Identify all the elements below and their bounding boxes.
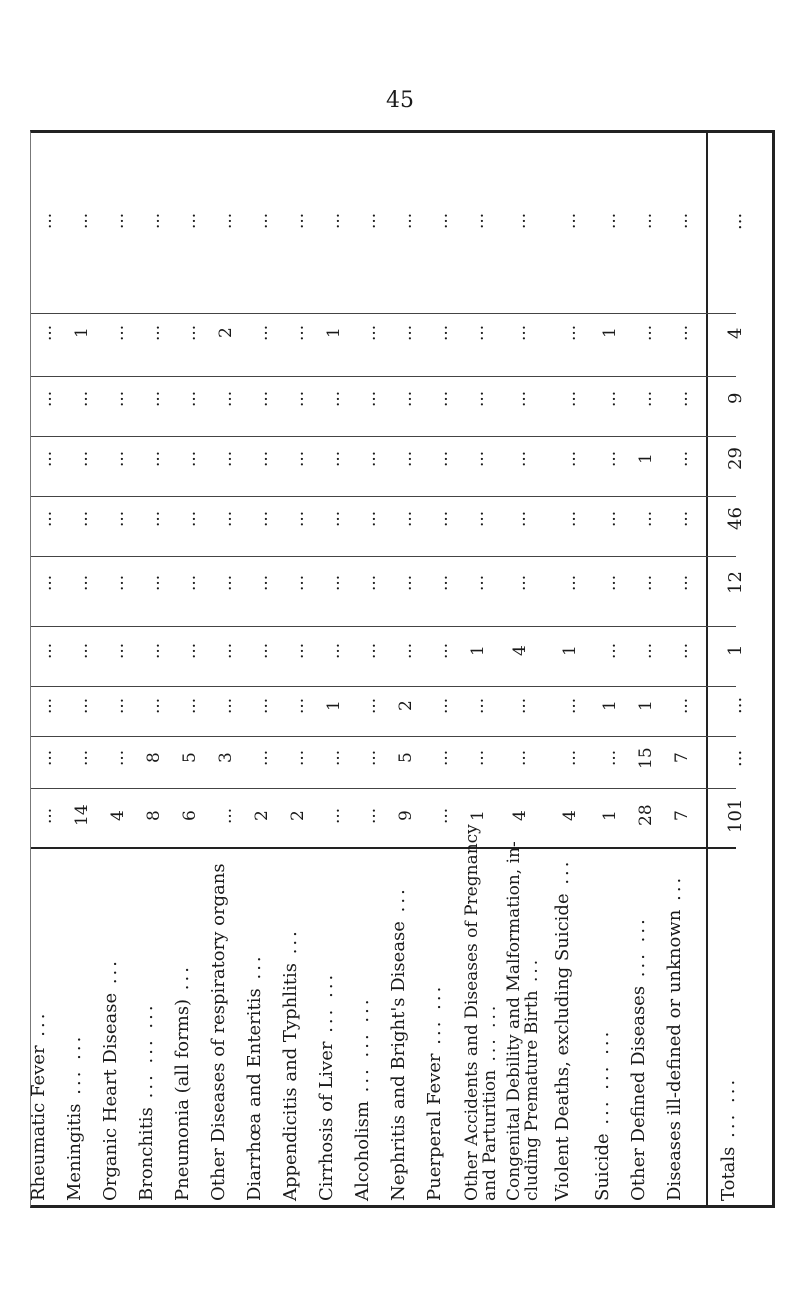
row-11-value-7: ... <box>396 642 416 659</box>
row-3-value-6: ... <box>108 574 128 592</box>
row-14-value-7: 4 <box>510 645 530 656</box>
row-1-value-9: ... <box>36 749 56 767</box>
row-12-label <box>424 851 459 1201</box>
row-16-label <box>592 851 627 1201</box>
row-10-value-2: ... <box>360 324 380 342</box>
row-15-value-7: 1 <box>560 645 580 656</box>
row-6-value-2: 2 <box>216 327 236 339</box>
row-4-value-8: ... <box>144 697 164 714</box>
row-3-value-10: 4 <box>108 810 128 821</box>
row-4-value-5: ... <box>144 510 164 527</box>
row-11-value-5: ... <box>396 510 416 527</box>
row-13-value-8: ... <box>468 697 488 714</box>
row-11-value-8: 2 <box>396 700 416 711</box>
row-2-value-8: ... <box>72 697 92 714</box>
row-8-value-3: ... <box>288 390 308 407</box>
row-12-value-3: ... <box>432 390 452 407</box>
row-14-value-10: 4 <box>510 810 530 821</box>
row-1-value-6: ... <box>36 574 56 592</box>
row-11-label <box>388 851 423 1201</box>
dot-leader: ... <box>280 928 301 964</box>
row-16-value-1: ... <box>600 212 620 230</box>
row-8-value-4: ... <box>288 450 308 467</box>
row-16-value-9: ... <box>600 749 620 767</box>
row-14-value-8: ... <box>510 697 530 714</box>
row-8-value-9: ... <box>288 749 308 767</box>
row-1-value-3: ... <box>36 390 56 407</box>
row-13-value-5: ... <box>468 510 488 527</box>
row-15-value-3: ... <box>560 390 580 407</box>
totals-divider <box>706 133 708 1205</box>
totals-value-7: 1 <box>725 644 746 657</box>
row-5-label <box>172 851 207 1201</box>
row-11-value-4: ... <box>396 450 416 467</box>
row-5-value-6: ... <box>180 574 200 592</box>
row-14-label <box>504 841 542 1201</box>
row-label-text-cont: cluding Premature Birth <box>522 990 542 1201</box>
dot-leader: ... <box>100 958 121 993</box>
row-17-value-9: 15 <box>636 747 656 769</box>
row-18-value-9: 7 <box>672 752 692 764</box>
row-label-text: Suicide <box>592 1133 613 1201</box>
row-1-label <box>28 851 63 1201</box>
row-5-value-4: ... <box>180 450 200 467</box>
totals-value-5: 46 <box>725 507 746 530</box>
row-3-value-8: ... <box>108 697 128 714</box>
row-11-value-3: ... <box>396 390 416 407</box>
dot-leader: ... ... ... <box>352 996 373 1102</box>
totals-value-8: ... <box>725 696 746 715</box>
row-label-text: Other Diseases of respiratory organs <box>208 863 229 1201</box>
row-15-value-8: ... <box>560 697 580 714</box>
row-13-value-6: ... <box>468 574 488 592</box>
row-7-value-1: ... <box>252 212 272 230</box>
row-12-value-8: ... <box>432 697 452 714</box>
dot-leader: ... <box>664 874 685 910</box>
row-3-value-3: ... <box>108 390 128 407</box>
row-label-text: Cirrhosis of Liver <box>316 1041 337 1201</box>
row-4-value-10: 8 <box>144 810 164 821</box>
row-6-value-8: ... <box>216 697 236 714</box>
row-label-text: Meningitis <box>64 1103 85 1201</box>
row-4-value-6: ... <box>144 574 164 592</box>
row-8-value-1: ... <box>288 212 308 230</box>
row-10-value-10: ... <box>360 807 380 824</box>
row-5-value-5: ... <box>180 510 200 527</box>
row-9-value-2: 1 <box>324 327 344 339</box>
row-10-value-3: ... <box>360 390 380 407</box>
row-3-value-5: ... <box>108 510 128 527</box>
row-6-value-5: ... <box>216 510 236 527</box>
row-5-value-9: 5 <box>180 752 200 764</box>
row-5-value-8: ... <box>180 697 200 714</box>
totals-value-6: 12 <box>725 571 746 595</box>
row-7-value-7: ... <box>252 642 272 659</box>
page-number: 45 <box>386 88 414 113</box>
row-9-value-6: ... <box>324 574 344 592</box>
row-label-text: Other Accidents and Diseases of Pregnancy <box>462 824 482 1201</box>
row-18-value-6: ... <box>672 574 692 592</box>
row-12-value-9: ... <box>432 749 452 767</box>
row-13-value-2: ... <box>468 324 488 342</box>
row-17-value-4: 1 <box>636 453 656 464</box>
row-17-value-2: ... <box>636 324 656 342</box>
row-8-value-6: ... <box>288 574 308 592</box>
row-5-value-2: ... <box>180 324 200 342</box>
row-5-value-7: ... <box>180 642 200 659</box>
row-6-value-10: ... <box>216 807 236 824</box>
row-1-value-1: ... <box>36 212 56 230</box>
row-label-text: Other Defined Diseases <box>628 985 649 1201</box>
row-7-value-2: ... <box>252 324 272 342</box>
row-9-value-4: ... <box>324 450 344 467</box>
row-12-value-6: ... <box>432 574 452 592</box>
row-14-value-3: ... <box>510 390 530 407</box>
row-4-label <box>136 851 171 1201</box>
row-17-value-1: ... <box>636 212 656 230</box>
row-7-value-9: ... <box>252 749 272 767</box>
row-label-text: Diarrhœa and Enteritis <box>244 988 265 1201</box>
totals-value-3: 9 <box>725 392 746 405</box>
row-3-value-9: ... <box>108 749 128 767</box>
row-label-text: Diseases ill-defined or unknown <box>664 909 685 1201</box>
row-3-value-2: ... <box>108 324 128 342</box>
row-9-value-5: ... <box>324 510 344 527</box>
row-6-value-4: ... <box>216 450 236 467</box>
row-17-label <box>628 851 663 1201</box>
row-15-value-5: ... <box>560 510 580 527</box>
row-label-text: Violent Deaths, excluding Suicide <box>552 893 573 1201</box>
row-6-value-1: ... <box>216 212 236 230</box>
row-1-value-4: ... <box>36 450 56 467</box>
row-label-text: Alcoholism <box>352 1101 373 1201</box>
row-4-value-1: ... <box>144 212 164 230</box>
row-7-value-8: ... <box>252 697 272 714</box>
row-label-text: Nephritis and Bright's Disease <box>388 921 409 1201</box>
dot-leader: ... ... ... <box>592 1028 613 1134</box>
row-9-label <box>316 851 351 1201</box>
row-label-text: Totals <box>718 1146 739 1201</box>
row-17-value-5: ... <box>636 510 656 527</box>
mortality-table <box>30 130 775 1208</box>
row-17-value-10: 28 <box>636 804 656 827</box>
dot-leader: ... <box>244 953 265 989</box>
row-16-value-6: ... <box>600 574 620 592</box>
row-16-value-5: ... <box>600 510 620 527</box>
totals-value-10: 101 <box>725 798 746 833</box>
row-4-value-9: 8 <box>144 752 164 764</box>
row-8-label <box>280 851 315 1201</box>
row-9-value-1: ... <box>324 212 344 230</box>
row-16-value-2: 1 <box>600 327 620 339</box>
row-10-value-5: ... <box>360 510 380 527</box>
row-2-label <box>64 851 99 1201</box>
row-12-value-5: ... <box>432 510 452 527</box>
row-3-value-7: ... <box>108 642 128 659</box>
row-9-value-8: 1 <box>324 700 344 711</box>
row-11-value-6: ... <box>396 574 416 592</box>
totals-value-1: ... <box>725 212 746 230</box>
row-5-value-1: ... <box>180 212 200 230</box>
column-rule <box>31 847 736 849</box>
row-14-value-9: ... <box>510 749 530 767</box>
row-label-text: Appendicitis and Typhlitis <box>280 963 301 1201</box>
row-8-value-2: ... <box>288 324 308 342</box>
row-16-value-7: ... <box>600 642 620 659</box>
dot-leader: ... <box>28 1010 49 1046</box>
row-6-label <box>208 851 243 1201</box>
row-6-value-6: ... <box>216 574 236 592</box>
totals-value-2: 4 <box>725 327 746 339</box>
row-18-value-5: ... <box>672 510 692 527</box>
row-7-value-10: 2 <box>252 810 272 821</box>
row-6-value-9: 3 <box>216 752 236 764</box>
row-14-value-5: ... <box>510 510 530 527</box>
dot-leader: ... ... <box>480 1002 500 1070</box>
row-1-value-10: ... <box>36 807 56 824</box>
row-1-value-5: ... <box>36 510 56 527</box>
row-10-value-8: ... <box>360 697 380 714</box>
row-13-value-9: ... <box>468 749 488 767</box>
row-17-value-8: 1 <box>636 700 656 711</box>
row-18-label <box>664 851 699 1201</box>
row-3-value-4: ... <box>108 450 128 467</box>
row-14-value-6: ... <box>510 574 530 592</box>
row-12-value-4: ... <box>432 450 452 467</box>
row-12-value-7: ... <box>432 642 452 659</box>
row-11-value-1: ... <box>396 212 416 230</box>
dot-leader: ... <box>552 858 573 894</box>
row-16-value-4: ... <box>600 450 620 467</box>
row-2-value-4: ... <box>72 450 92 467</box>
row-18-value-10: 7 <box>672 810 692 821</box>
row-7-value-5: ... <box>252 510 272 527</box>
row-label-text: Pneumonia (all forms) <box>172 998 193 1201</box>
row-4-value-7: ... <box>144 642 164 659</box>
row-8-value-10: 2 <box>288 810 308 821</box>
dot-leader: ... ... <box>64 1033 85 1104</box>
dot-leader: ... ... ... <box>136 1002 157 1108</box>
row-15-value-6: ... <box>560 574 580 592</box>
row-2-value-3: ... <box>72 390 92 407</box>
row-11-value-2: ... <box>396 324 416 342</box>
row-label-text: Congenital Debility and Malformation, in- <box>504 841 524 1201</box>
row-2-value-1: ... <box>72 212 92 230</box>
row-11-value-10: 9 <box>396 810 416 821</box>
row-6-value-7: ... <box>216 642 236 659</box>
row-10-value-7: ... <box>360 642 380 659</box>
row-18-value-4: ... <box>672 450 692 467</box>
row-9-value-7: ... <box>324 642 344 659</box>
row-18-value-8: ... <box>672 697 692 714</box>
row-label-text: Organic Heart Disease <box>100 992 121 1201</box>
totals-value-9: ... <box>725 749 746 767</box>
row-8-value-8: ... <box>288 697 308 714</box>
row-10-value-1: ... <box>360 212 380 230</box>
row-4-value-2: ... <box>144 324 164 342</box>
dot-leader: ... <box>172 964 193 999</box>
row-1-value-2: ... <box>36 324 56 342</box>
row-label-text: Rheumatic Fever <box>28 1045 49 1201</box>
dot-leader: ... ... <box>628 916 649 986</box>
totals-value-4: 29 <box>725 447 746 470</box>
row-2-value-6: ... <box>72 574 92 592</box>
row-13-value-1: ... <box>468 212 488 230</box>
row-16-value-3: ... <box>600 390 620 407</box>
row-3-value-1: ... <box>108 212 128 230</box>
row-13-value-10: 1 <box>468 810 488 821</box>
row-12-value-1: ... <box>432 212 452 230</box>
row-14-value-2: ... <box>510 324 530 342</box>
row-3-label <box>100 851 135 1201</box>
row-16-value-10: 1 <box>600 810 620 821</box>
row-14-value-1: ... <box>510 212 530 230</box>
row-10-label <box>352 851 387 1201</box>
row-2-value-7: ... <box>72 642 92 659</box>
row-6-value-3: ... <box>216 390 236 407</box>
row-12-value-2: ... <box>432 324 452 342</box>
row-13-value-7: 1 <box>468 645 488 656</box>
row-11-value-9: 5 <box>396 752 416 764</box>
row-10-value-9: ... <box>360 749 380 767</box>
dot-leader: ... ... <box>316 971 337 1042</box>
dot-leader: ... ... <box>718 1076 739 1147</box>
row-1-value-7: ... <box>36 642 56 659</box>
row-10-value-6: ... <box>360 574 380 592</box>
row-13-label <box>462 824 500 1201</box>
row-1-value-8: ... <box>36 697 56 714</box>
row-17-value-7: ... <box>636 642 656 659</box>
row-2-value-10: 14 <box>72 804 92 827</box>
row-13-value-4: ... <box>468 450 488 467</box>
row-label-text-cont: and Parturition <box>480 1069 500 1201</box>
row-8-value-7: ... <box>288 642 308 659</box>
totals-label <box>718 851 753 1201</box>
row-17-value-6: ... <box>636 574 656 592</box>
row-7-label <box>244 851 279 1201</box>
row-9-value-9: ... <box>324 749 344 767</box>
row-label-text: Bronchitis <box>136 1107 157 1201</box>
row-17-value-3: ... <box>636 390 656 407</box>
dot-leader: ... ... <box>424 983 445 1054</box>
row-9-value-3: ... <box>324 390 344 407</box>
row-15-label <box>552 851 587 1201</box>
row-4-value-3: ... <box>144 390 164 407</box>
row-5-value-10: 6 <box>180 810 200 821</box>
row-7-value-3: ... <box>252 390 272 407</box>
row-10-value-4: ... <box>360 450 380 467</box>
row-9-value-10: ... <box>324 807 344 824</box>
row-12-value-10: ... <box>432 807 452 824</box>
row-16-value-8: 1 <box>600 700 620 711</box>
row-15-value-10: 4 <box>560 810 580 821</box>
row-5-value-3: ... <box>180 390 200 407</box>
row-label-text: Puerperal Fever <box>424 1053 445 1201</box>
row-2-value-2: 1 <box>72 327 92 339</box>
row-7-value-4: ... <box>252 450 272 467</box>
row-15-value-1: ... <box>560 212 580 230</box>
row-7-value-6: ... <box>252 574 272 592</box>
row-8-value-5: ... <box>288 510 308 527</box>
row-15-value-2: ... <box>560 324 580 342</box>
row-14-value-4: ... <box>510 450 530 467</box>
row-13-value-3: ... <box>468 390 488 407</box>
row-18-value-1: ... <box>672 212 692 230</box>
row-2-value-5: ... <box>72 510 92 527</box>
row-15-value-4: ... <box>560 450 580 467</box>
row-2-value-9: ... <box>72 749 92 767</box>
row-18-value-3: ... <box>672 390 692 407</box>
row-4-value-4: ... <box>144 450 164 467</box>
dot-leader: ... <box>388 886 409 922</box>
dot-leader: ... <box>522 956 542 991</box>
row-18-value-7: ... <box>672 642 692 659</box>
row-18-value-2: ... <box>672 324 692 342</box>
row-15-value-9: ... <box>560 749 580 767</box>
